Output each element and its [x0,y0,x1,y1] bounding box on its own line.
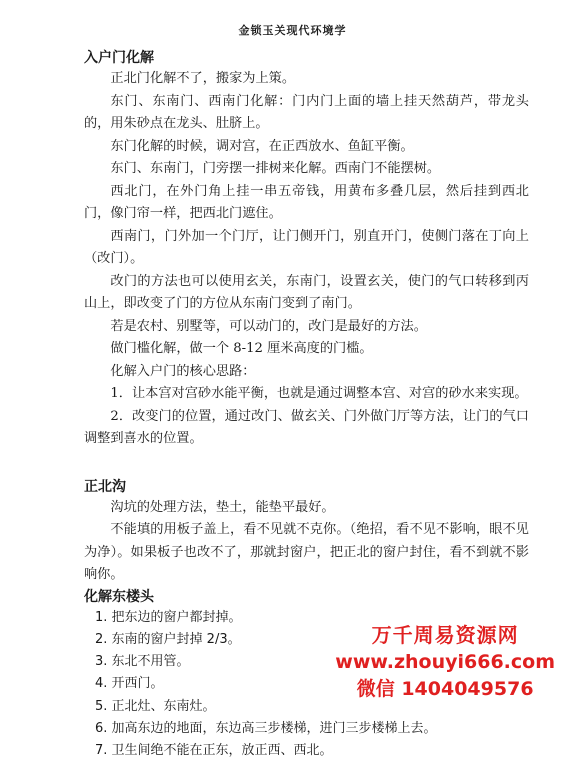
paragraph: 2．改变门的位置，通过改门、做玄关、门外做门厅等方法，让门的气口调整到喜水的位置。 [84,408,529,446]
page-content [84,48,529,763]
list-item: 4. 开西门。 [95,676,164,692]
list-item: 1. 把东边的窗户都封掉。 [95,609,242,625]
paragraph: 改门的方法也可以使用玄关，东南门，设置玄关，使门的气口转移到丙山上，即改变了门的方位从东南门变到了南门。 [84,273,529,311]
paragraph: 正北门化解不了，搬家为上策。 [110,71,296,86]
list-item: 5. 正北灶、东南灶。 [95,698,216,714]
list-item: 2. 东南的窗户封掉 2/3。 [95,631,241,647]
remedy-list [84,607,529,763]
paragraph: 西北门，在外门角上挂一串五帝钱，用黄布多叠几层，然后挂到西北门，像门帘一样，把西北门遮住。 [84,183,529,221]
paragraph: 做门槛化解，做一个 8-12 厘米高度的门槛。 [110,341,373,356]
watermark-url: www.zhouyi666.com [335,651,555,673]
paragraph: 不能填的用板子盖上，看不见就不克你。（绝招，看不见不影响，眼不见为净）。如果板子也改不了，那就封窗户，把正北的窗户封住，看不到就不影响你。 [84,522,529,582]
paragraph: 东门化解的时候，调对宫，在正西放水、鱼缸平衡。 [110,138,414,154]
watermark-contact: 微信 1404049576 [356,678,534,700]
paragraph: 沟坑的处理方法，垫土，能垫平最好。 [110,499,335,515]
watermark-site-name: 万千周易资源网 [371,623,519,647]
list-item: 3. 东北不用管。 [95,654,190,670]
paragraph: 1．让本宫对宫砂水能平衡，也就是通过调整本宫、对宫的砂水来实现。 [110,386,528,401]
paragraph: 西南门，门外加一个门厅，让门侧开门，别直开门，使侧门落在丁向上（改门）。 [84,228,529,266]
running-head: 金锁玉关现代环境学 [238,24,347,37]
section-gap [84,451,529,477]
section-heading-entrance-door: 入户门化解 [84,50,154,66]
section-heading-north-ditch: 正北沟 [84,478,126,495]
section-heading-east-building: 化解东楼头 [84,588,154,605]
paragraph: 若是农村、别墅等，可以动门的，改门是最好的方法。 [110,318,427,334]
list-item: 7. 卫生间绝不能在正东，放正西、西北。 [95,743,333,759]
paragraph: 化解入户门的核心思路： [110,363,256,379]
paragraph: 东门、东南门、西南门化解：门内门上面的墙上挂天然葫芦，带龙头的，用朱砂点在龙头、肚脐上。 [84,93,529,131]
paragraph: 东门、东南门，门旁摆一排树来化解。西南门不能摆树。 [110,161,441,176]
list-item: 6. 加高东边的地面，东边高三步楼梯，进门三步楼梯上去。 [95,720,437,736]
